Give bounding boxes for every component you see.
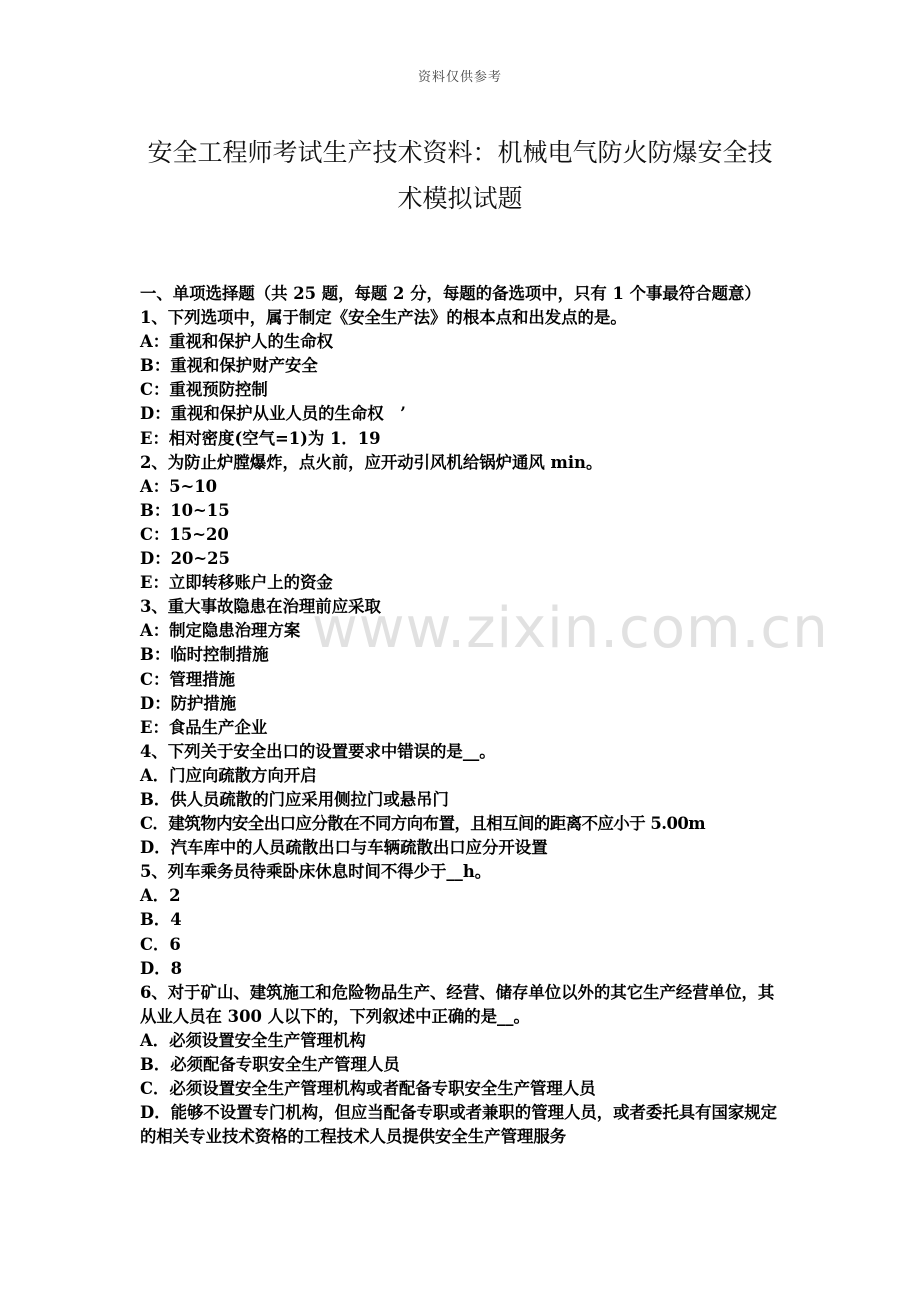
question-6-option-c: C．必须设置安全生产管理机构或者配备专职安全生产管理人员: [140, 1079, 596, 1099]
question-4-option-d: D．汽车库中的人员疏散出口与车辆疏散出口应分开设置: [140, 838, 548, 858]
question-1-option-b: B：重视和保护财产安全: [140, 356, 318, 376]
question-1-option-e: E：相对密度(空气=1)为 1．19: [140, 428, 381, 448]
question-4-option-a: A．门应向疏散方向开启: [140, 765, 317, 785]
question-5-option-a: A．2: [140, 886, 181, 906]
question-2-option-d: D：20~25: [140, 549, 230, 569]
question-2-option-b: B：10~15: [140, 500, 230, 520]
question-6-option-d: D．能够不设置专门机构，但应当配备专职或者兼职的管理人员，或者委托具有国家规定的相关专业技术资格的工程技术人员提供安全生产管理服务: [140, 1103, 778, 1147]
question-3-option-d: D：防护措施: [140, 693, 237, 713]
question-1-option-a: A：重视和保护人的生命权: [140, 332, 334, 352]
question-2-option-e: E：立即转移账户上的资金: [140, 573, 333, 593]
question-4-stem: 4、下列关于安全出口的设置要求中错误的是__。: [140, 741, 496, 761]
question-2-option-a: A：5~10: [140, 476, 218, 496]
question-3-option-a: A：制定隐患治理方案: [140, 621, 301, 641]
question-list: [140, 282, 785, 1149]
question-5-option-c: C．6: [140, 934, 181, 954]
question-3-option-b: B：临时控制措施: [140, 645, 269, 665]
question-1-stem: 1、下列选项中，属于制定《安全生产法》的根本点和出发点的是。: [140, 308, 627, 328]
question-6-stem: 6、对于矿山、建筑施工和危险物品生产、经营、储存单位以外的其它生产经营单位，其从业人员在 300 人以下的，下列叙述中正确的是__。: [140, 982, 775, 1026]
title-line-1: 安全工程师考试生产技术资料：机械电气防火防爆安全技: [147, 138, 773, 167]
question-1-option-d: D：重视和保护从业人员的生命权 ’: [140, 404, 406, 424]
question-2-stem: 2、为防止炉膛爆炸，点火前，应开动引风机给锅炉通风 min。: [140, 452, 603, 472]
document-title: [120, 130, 800, 222]
question-1-option-c: C：重视预防控制: [140, 380, 268, 400]
title-line-2: 术模拟试题: [397, 184, 523, 213]
section-heading: 一、单项选择题（共 25 题，每题 2 分，每题的备选项中，只有 1 个事最符合题意）: [140, 284, 761, 303]
question-5-stem: 5、列车乘务员待乘卧床休息时间不得少于__h。: [140, 862, 492, 882]
question-2-option-c: C：15~20: [140, 524, 229, 544]
question-3-stem: 3、重大事故隐患在治理前应采取: [140, 597, 381, 617]
question-3-option-c: C：管理措施: [140, 669, 235, 689]
question-4-option-b: B．供人员疏散的门应采用侧拉门或悬吊门: [140, 789, 449, 809]
question-4-option-c: C．建筑物内安全出口应分散在不同方向布置，且相互间的距离不应小于 5.00m: [140, 814, 706, 834]
header-note: 资料仅供参考: [417, 70, 502, 85]
question-5-option-d: D．8: [140, 958, 183, 978]
question-5-option-b: B．4: [140, 910, 182, 930]
question-6-option-b: B．必须配备专职安全生产管理人员: [140, 1055, 400, 1074]
question-6-option-a: A．必须设置安全生产管理机构: [140, 1030, 366, 1050]
watermark: www.zixin.com.cn: [312, 596, 829, 661]
question-3-option-e: E：食品生产企业: [140, 717, 268, 737]
